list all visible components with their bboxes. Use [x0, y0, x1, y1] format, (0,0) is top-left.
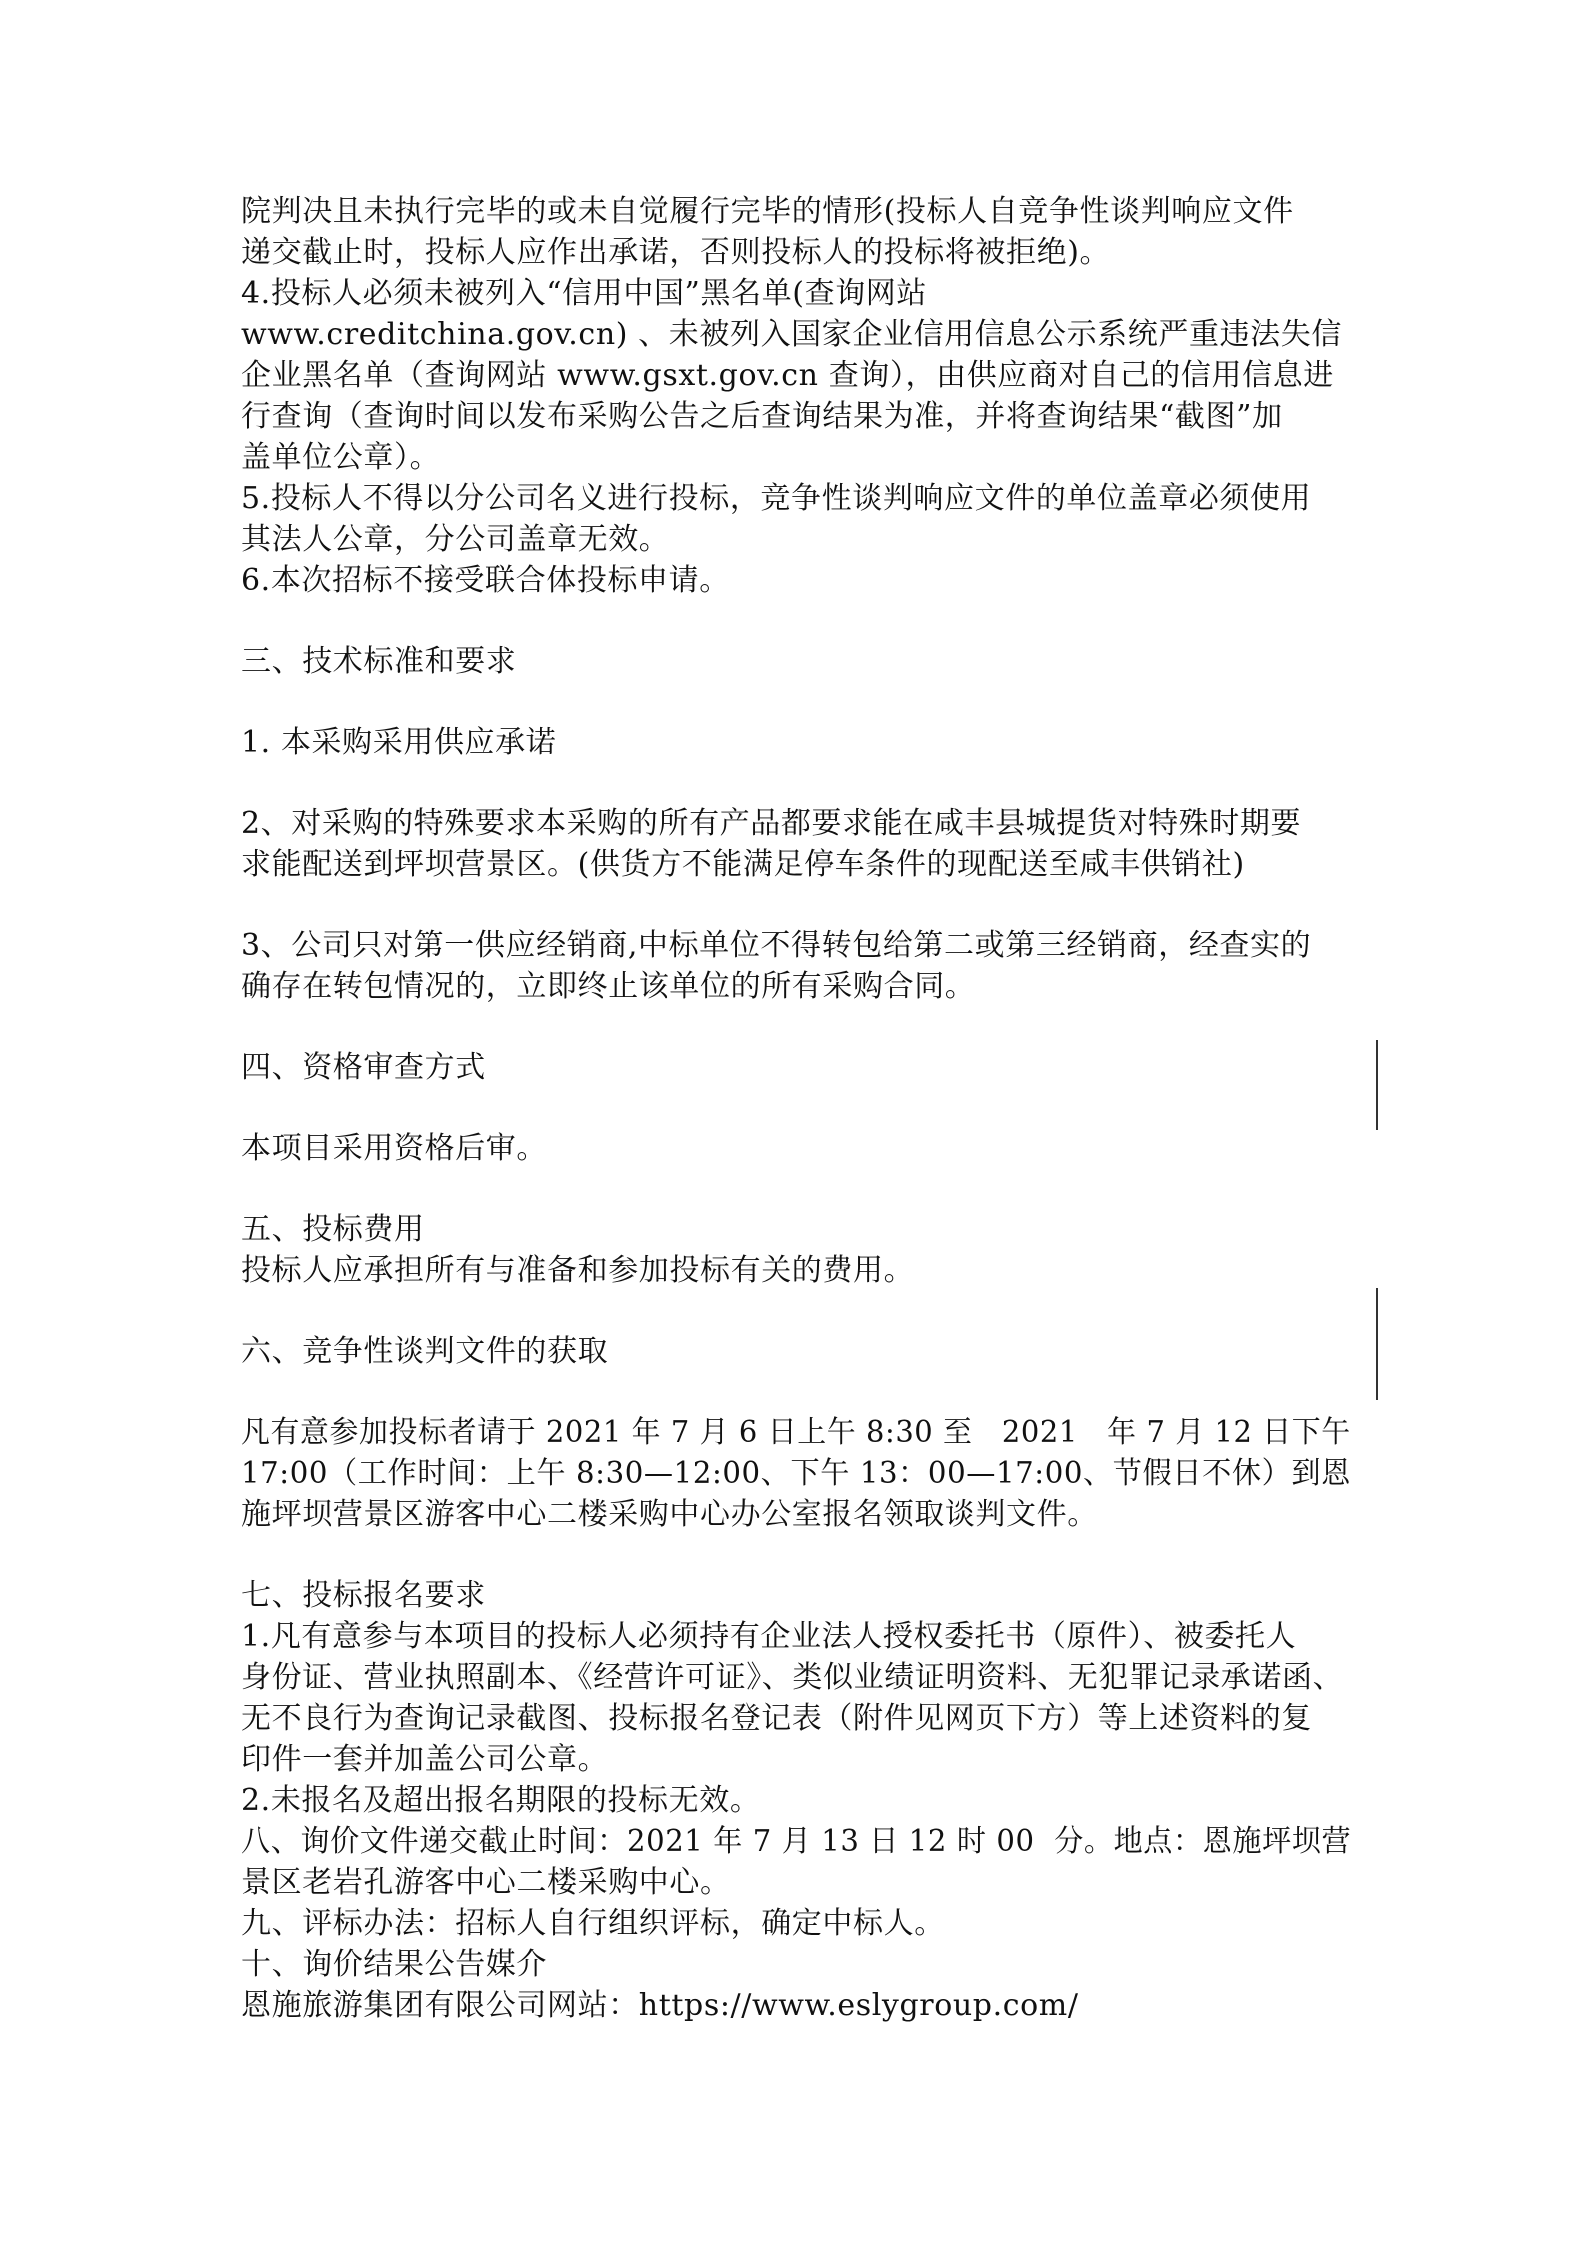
text-line: 2.未报名及超出报名期限的投标无效。 [241, 1783, 761, 1818]
text-line: 九、评标办法：招标人自行组织评标，确定中标人。 [241, 1906, 945, 1941]
text-line: 其法人公章，分公司盖章无效。 [241, 522, 670, 557]
section-heading: 五、投标费用 [241, 1212, 425, 1247]
text-line: 2、对采购的特殊要求本采购的所有产品都要求能在咸丰县城提货对特殊时期要 [241, 806, 1302, 841]
margin-rule [1376, 1288, 1378, 1400]
text-line: 确存在转包情况的，立即终止该单位的所有采购合同。 [241, 969, 976, 1004]
text-line: 无不良行为查询记录截图、投标报名登记表（附件见网页下方）等上述资料的复 [241, 1701, 1312, 1736]
text-line: 投标人应承担所有与准备和参加投标有关的费用。 [241, 1253, 915, 1288]
text-line: 盖单位公章）。 [241, 440, 441, 475]
text-line: 3、公司只对第一供应经销商,中标单位不得转包给第二或第三经销商，经查实的 [241, 928, 1312, 963]
text-line: 6.本次招标不接受联合体投标申请。 [241, 563, 730, 598]
text-line: 求能配送到坪坝营景区。(供货方不能满足停车条件的现配送至咸丰供销社) [241, 847, 1245, 882]
text-line: www.creditchina.gov.cn) 、未被列入国家企业信用信息公示系统严重违法失信 [241, 317, 1342, 352]
text-line: 施坪坝营景区游客中心二楼采购中心办公室报名领取谈判文件。 [241, 1497, 1098, 1532]
text-line: 本项目采用资格后审。 [241, 1131, 547, 1166]
text-line: 行查询（查询时间以发布采购公告之后查询结果为准，并将查询结果“截图”加 [241, 399, 1283, 434]
text-line: 景区老岩孔游客中心二楼采购中心。 [241, 1865, 731, 1900]
section-heading: 三、技术标准和要求 [241, 644, 517, 679]
text-line: 八、询价文件递交截止时间：2021 年 7 月 13 日 12 时 00 分。地点：恩施坪坝营 [241, 1824, 1352, 1859]
text-line: 递交截止时，投标人应作出承诺，否则投标人的投标将被拒绝)。 [241, 235, 1111, 270]
text-line: 17:00（工作时间：上午 8:30—12:00、下午 13：00—17:00、节假日不休）到恩 [241, 1456, 1351, 1491]
text-line: 凡有意参加投标者请于 2021 年 7 月 6 日上午 8:30 至 2021 年 7 月 12 日下午 [241, 1415, 1351, 1450]
text-line: 4.投标人必须未被列入“信用中国”黑名单(查询网站 [241, 276, 928, 311]
text-line: 身份证、营业执照副本、《经营许可证》、类似业绩证明资料、无犯罪记录承诺函、 [241, 1660, 1344, 1695]
text-line: 1.凡有意参与本项目的投标人必须持有企业法人授权委托书（原件）、被委托人 [241, 1619, 1297, 1654]
text-line: 印件一套并加盖公司公章。 [241, 1742, 609, 1777]
margin-rule [1376, 1040, 1378, 1130]
text-line: 恩施旅游集团有限公司网站：https://www.eslygroup.com/ [241, 1988, 1079, 2023]
text-line: 5.投标人不得以分公司名义进行投标，竞争性谈判响应文件的单位盖章必须使用 [241, 481, 1312, 516]
text-line: 1. 本采购采用供应承诺 [241, 725, 557, 760]
text-line: 企业黑名单（查询网站 www.gsxt.gov.cn 查询），由供应商对自己的信用信息进 [241, 358, 1334, 393]
text-line: 院判决且未执行完毕的或未自觉履行完毕的情形(投标人自竞争性谈判响应文件 [241, 194, 1294, 229]
section-heading: 四、资格审查方式 [241, 1050, 486, 1085]
section-heading: 六、竞争性谈判文件的获取 [241, 1334, 609, 1369]
text-line: 十、询价结果公告媒介 [241, 1947, 547, 1982]
section-heading: 七、投标报名要求 [241, 1578, 486, 1613]
